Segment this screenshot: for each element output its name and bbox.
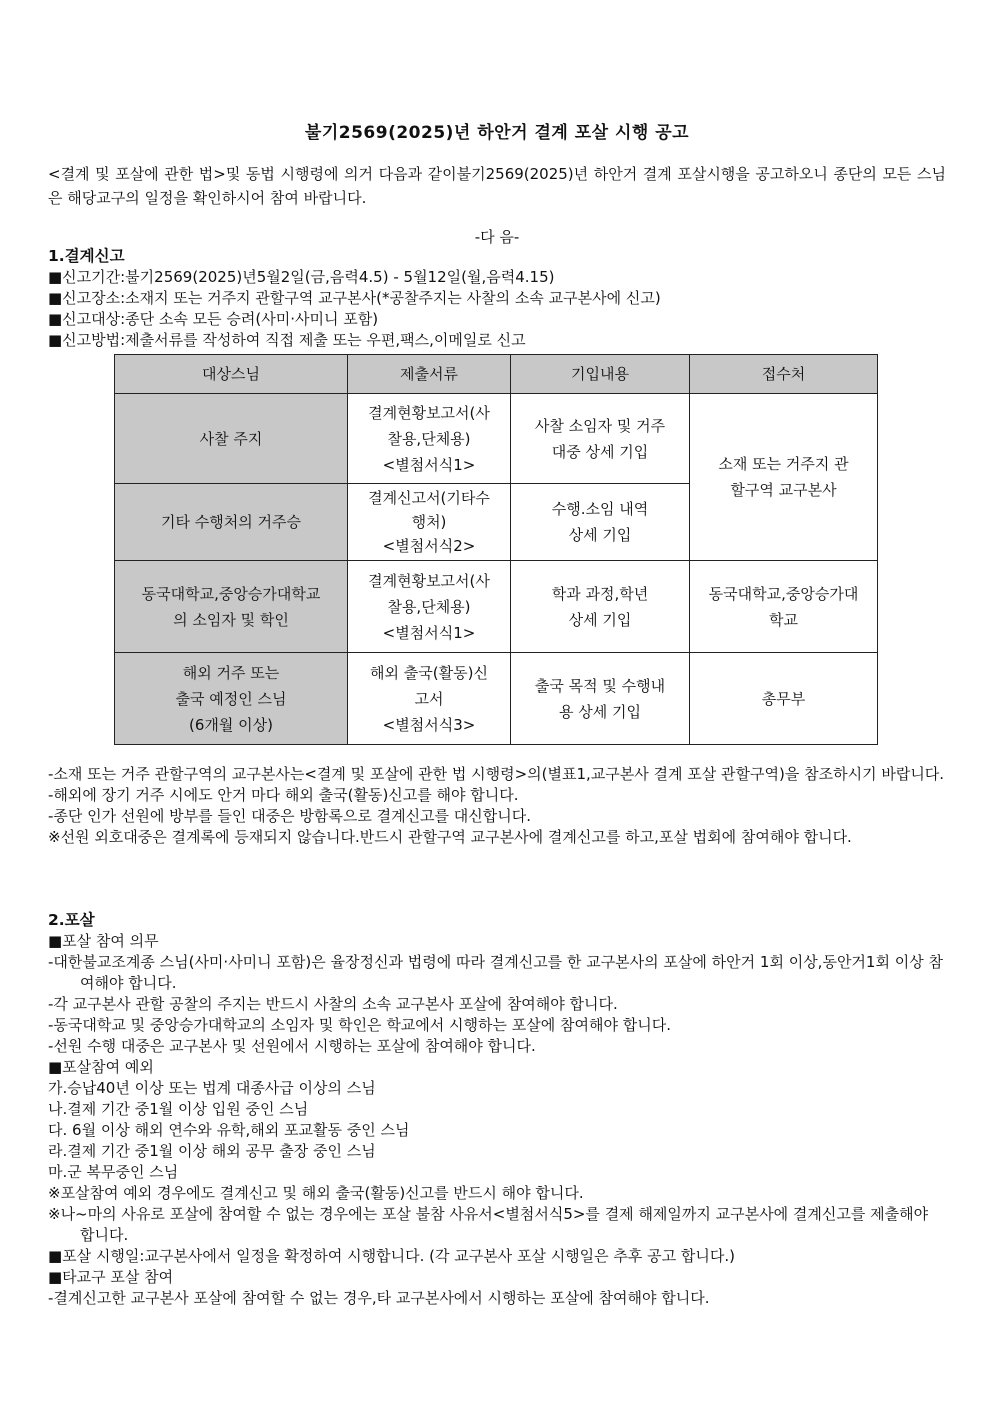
table-cell: 학과 과정,학년 상세 기입	[511, 561, 690, 653]
table-row	[115, 653, 878, 745]
note-item: -해외에 장기 거주 시에도 안거 마다 해외 출국(활동)신고를 해야 합니다.	[48, 786, 519, 804]
table-cell: 사찰 소임자 및 거주 대중 상세 기입	[511, 394, 690, 484]
list-item: ■포살 참여 의무	[48, 932, 159, 950]
table-cell: 해외 거주 또는 출국 예정인 스님 (6개월 이상)	[115, 653, 348, 745]
list-item: ■포살참여 예외	[48, 1058, 154, 1076]
list-item: 다. 6월 이상 해외 연수와 유학,해외 포교활동 중인 스님	[48, 1121, 410, 1139]
list-item: ■포살 시행일:교구본사에서 일정을 확정하여 시행합니다. (각 교구본사 포살 시행일은 추후 공고 합니다.)	[48, 1247, 736, 1265]
table-cell: 수행.소임 내역 상세 기입	[511, 484, 690, 561]
list-item: 마.군 복무중인 스님	[48, 1163, 179, 1181]
list-item: ※포살참여 예외 경우에도 결계신고 및 해외 출국(활동)신고를 반드시 해야 합니다.	[48, 1184, 584, 1202]
intro-paragraph: <결계 및 포살에 관한 법>및 동법 시행령에 의거 다음과 같이불기2569(2025)년 하안거 결계 포살시행을 공고하오니 종단의 모든 스님은 해당교구의 일정을 확인하시어 참여 바랍니다.	[48, 165, 946, 207]
list-item: -결계신고한 교구본사 포살에 참여할 수 없는 경우,타 교구본사에서 시행하는 포살에 참여해야 합니다.	[48, 1289, 710, 1307]
section-1-heading: 1.결계신고	[48, 247, 125, 265]
section-1	[48, 246, 946, 351]
list-item: 가.승납40년 이상 또는 법계 대종사급 이상의 스님	[48, 1079, 376, 1097]
list-item: 나.결제 기간 중1월 이상 입원 중인 스님	[48, 1100, 309, 1118]
table-cell: 해외 출국(활동)신 고서 <별첨서식3>	[348, 653, 511, 745]
table-header-row	[115, 355, 878, 394]
table-cell: 동국대학교,중앙승가대학교 의 소임자 및 학인	[115, 561, 348, 653]
notice-title: 불기2569(2025)년 하안거 결계 포살 시행 공고	[304, 123, 690, 143]
list-item: -동국대학교 및 중앙승가대학교의 소임자 및 학인은 학교에서 시행하는 포살에 참여해야 합니다.	[48, 1016, 671, 1034]
table-cell: 소재 또는 거주지 관 할구역 교구본사	[690, 394, 878, 561]
list-item: 라.결제 기간 중1월 이상 해외 공무 출장 중인 스님	[48, 1142, 376, 1160]
table-header: 기입내용	[511, 355, 690, 394]
table-cell: 기타 수행처의 거주승	[115, 484, 348, 561]
table-header: 접수처	[690, 355, 878, 394]
table-cell: 결계신고서(기타수 행처) <별첨서식2>	[348, 484, 511, 561]
note-item: -소재 또는 거주 관할구역의 교구본사는<결계 및 포살에 관한 법 시행령>의(별표1,교구본사 결계 포살 관할구역)을 참조하시기 바랍니다.	[48, 765, 945, 783]
da-eum-label: -다 음-	[474, 228, 520, 246]
list-item: -각 교구본사 관할 공찰의 주지는 반드시 사찰의 소속 교구본사 포살에 참여해야 합니다.	[48, 995, 618, 1013]
table-cell: 출국 목적 및 수행내 용 상세 기입	[511, 653, 690, 745]
table-cell: 결계현황보고서(사 찰용,단체용) <별첨서식1>	[348, 394, 511, 484]
note-item: ※선원 외호대중은 결계록에 등재되지 않습니다.반드시 관할구역 교구본사에 결계신고를 하고,포살 법회에 참여해야 합니다.	[48, 828, 852, 846]
list-item: ■타교구 포살 참여	[48, 1268, 174, 1286]
report-target: ■신고대상:종단 소속 모든 승려(사미·사미니 포함)	[48, 310, 379, 328]
table-header: 대상스님	[115, 355, 348, 394]
table-header: 제출서류	[348, 355, 511, 394]
table-cell: 총무부	[690, 653, 878, 745]
section-2	[48, 910, 946, 1309]
section-2-heading: 2.포살	[48, 911, 95, 929]
note-item: -종단 인가 선원에 방부를 들인 대중은 방함록으로 결계신고를 대신합니다.	[48, 807, 532, 825]
list-item: -대한불교조계종 스님(사미·사미니 포함)은 율장정신과 법령에 따라 결계신고를 한 교구본사의 포살에 하안거 1회 이상,동안거1회 이상 참여해야 합니다.	[48, 953, 943, 992]
list-item: -선원 수행 대중은 교구본사 및 선원에서 시행하는 포살에 참여해야 합니다.	[48, 1037, 536, 1055]
report-method: ■신고방법:제출서류를 작성하여 직접 제출 또는 우편,팩스,이메일로 신고	[48, 331, 526, 349]
table-row	[115, 394, 878, 484]
report-period: ■신고기간:불기2569(2025)년5월2일(금,음력4.5) - 5월12일(월,음력4.15)	[48, 268, 555, 286]
table-cell: 사찰 주지	[115, 394, 348, 484]
report-place: ■신고장소:소재지 또는 거주지 관할구역 교구본사(*공찰주지는 사찰의 소속 교구본사에 신고)	[48, 289, 661, 307]
table-row	[115, 561, 878, 653]
list-item: ※나~마의 사유로 포살에 참여할 수 없는 경우에는 포살 불참 사유서<별첨서식5>를 결제 해제일까지 교구본사에 결계신고를 제출해야 합니다.	[48, 1205, 929, 1244]
notes	[48, 764, 946, 848]
table-cell: 동국대학교,중앙승가대 학교	[690, 561, 878, 653]
table-cell: 결계현황보고서(사 찰용,단체용) <별첨서식1>	[348, 561, 511, 653]
submission-table	[114, 354, 878, 745]
